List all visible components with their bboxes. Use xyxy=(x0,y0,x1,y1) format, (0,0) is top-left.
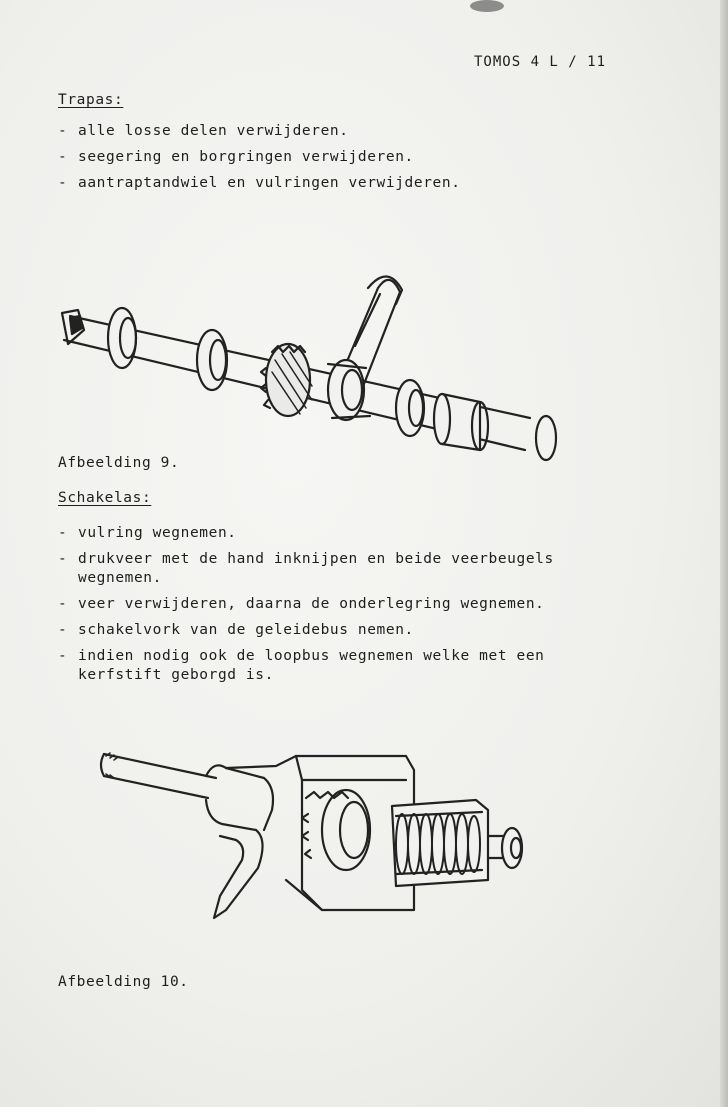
trapas-steps xyxy=(58,122,461,200)
schakelas-steps xyxy=(58,524,554,692)
list-item: - seegering en borgringen verwijderen. xyxy=(58,149,414,165)
list-item: - schakelvork van de geleidebus nemen. xyxy=(58,622,414,638)
section-heading-schakelas: Schakelas: xyxy=(58,490,152,506)
list-item: - indien nodig ook de loopbus wegnemen welke met een kerfstift geborgd is. xyxy=(58,648,545,683)
page-header: TOMOS 4 L / 11 xyxy=(474,54,607,70)
list-item: - drukveer met de hand inknijpen en beide veerbeugels wegnemen. xyxy=(58,551,554,586)
list-item: - vulring wegnemen. xyxy=(58,525,237,541)
crankshaft-illustration xyxy=(50,268,570,468)
list-item: - aantraptandwiel en vulringen verwijderen. xyxy=(58,175,461,191)
section-heading-trapas: Trapas: xyxy=(58,92,124,108)
list-item: - veer verwijderen, daarna de onderlegring wegnemen. xyxy=(58,596,545,612)
list-item: - alle losse delen verwijderen. xyxy=(58,123,349,139)
figure-10-caption: Afbeelding 10. xyxy=(58,974,189,990)
figure-9-caption: Afbeelding 9. xyxy=(58,455,180,471)
shift-fork-spring-illustration xyxy=(96,740,556,930)
ink-smudge xyxy=(470,0,504,12)
page-edge-shadow xyxy=(720,0,728,1107)
